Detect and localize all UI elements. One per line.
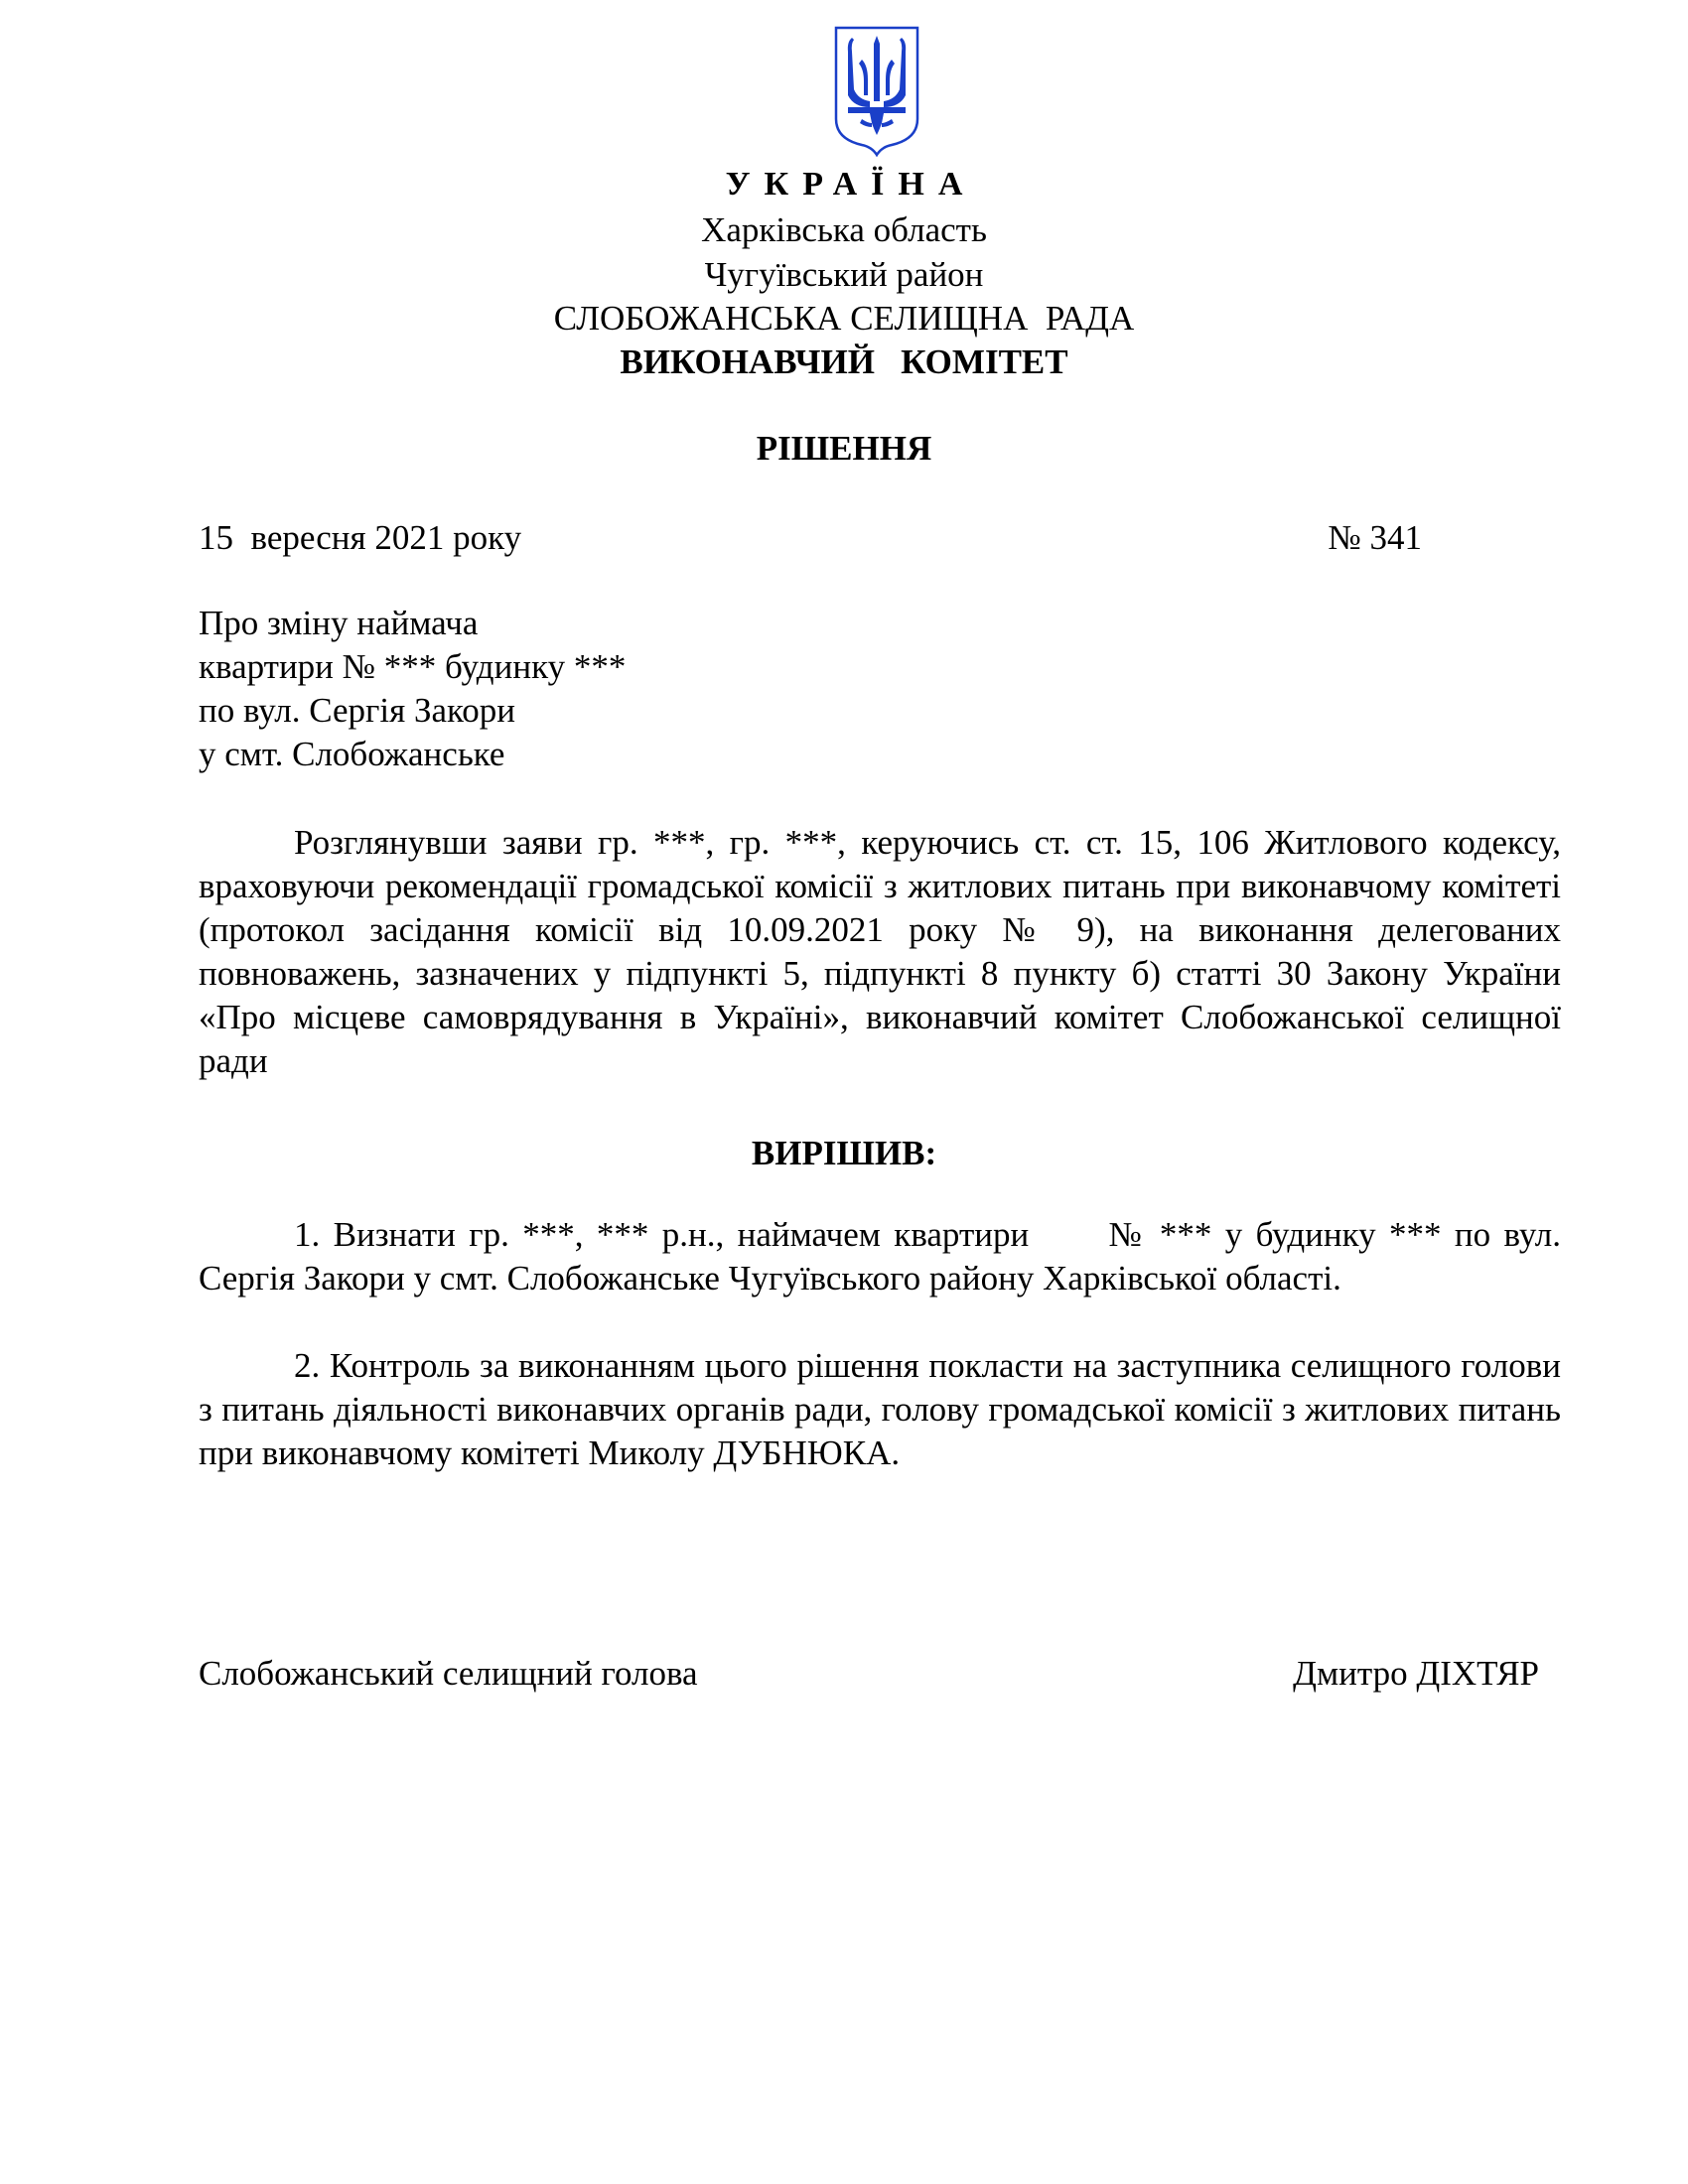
signatory-position: Слобожанський селищний голова: [199, 1654, 698, 1693]
committee-name: ВИКОНАВЧИЙ КОМІТЕТ: [620, 342, 1068, 381]
district-name: Чугуївський район: [704, 255, 984, 294]
preamble-paragraph: Розглянувши заяви гр. ***, гр. ***, керуючись ст. ст. 15, 106 Житлового кодексу, враховуючи рекомендації громадської комісії з житлових питань при виконавчому комітеті (протокол засідання комісії від 10.09.2021 року № 9), на виконання делегованих повноважень, зазначених у підпункті 5, підпункті 8 пункту б) статті 30 Закону України «Про місцеве самоврядування в Україні», виконавчий комітет Слобожанської селищної ради: [199, 823, 1561, 1080]
council-name: СЛОБОЖАНСЬКА СЕЛИЩНА РАДА: [553, 299, 1135, 338]
signatory-name: Дмитро ДІХТЯР: [1293, 1654, 1539, 1693]
decided-heading: ВИРІШИВ:: [751, 1134, 937, 1172]
subject-line: у смт. Слобожанське: [199, 735, 505, 773]
document-number: № 341: [1328, 518, 1422, 557]
subject-line: по вул. Сергія Закори: [199, 691, 515, 730]
subject-line: Про зміну наймача: [199, 604, 479, 642]
decision-item-2: 2. Контроль за виконанням цього рішення покласти на заступника селищного голови з питань діяльності виконавчих органів ради, голову громадської комісії з житлових питань при виконавчому комітеті Миколу ДУБНЮКА.: [199, 1346, 1561, 1472]
subject-line: квартири № *** будинку ***: [199, 647, 627, 686]
document-subject: [199, 602, 626, 776]
ukraine-coat-of-arms-icon: [832, 24, 921, 157]
document-type-title: РІШЕННЯ: [756, 429, 932, 468]
country-title: УКРАЇНА: [725, 166, 977, 203]
decision-item-1: 1. Визнати гр. ***, *** р.н., наймачем квартири № *** у будинку *** по вул. Сергія Закори у смт. Слобожанське Чугуївського району Харківської області.: [199, 1215, 1570, 1297]
document-date: 15 вересня 2021 року: [199, 518, 522, 557]
region-name: Харківська область: [701, 210, 987, 249]
